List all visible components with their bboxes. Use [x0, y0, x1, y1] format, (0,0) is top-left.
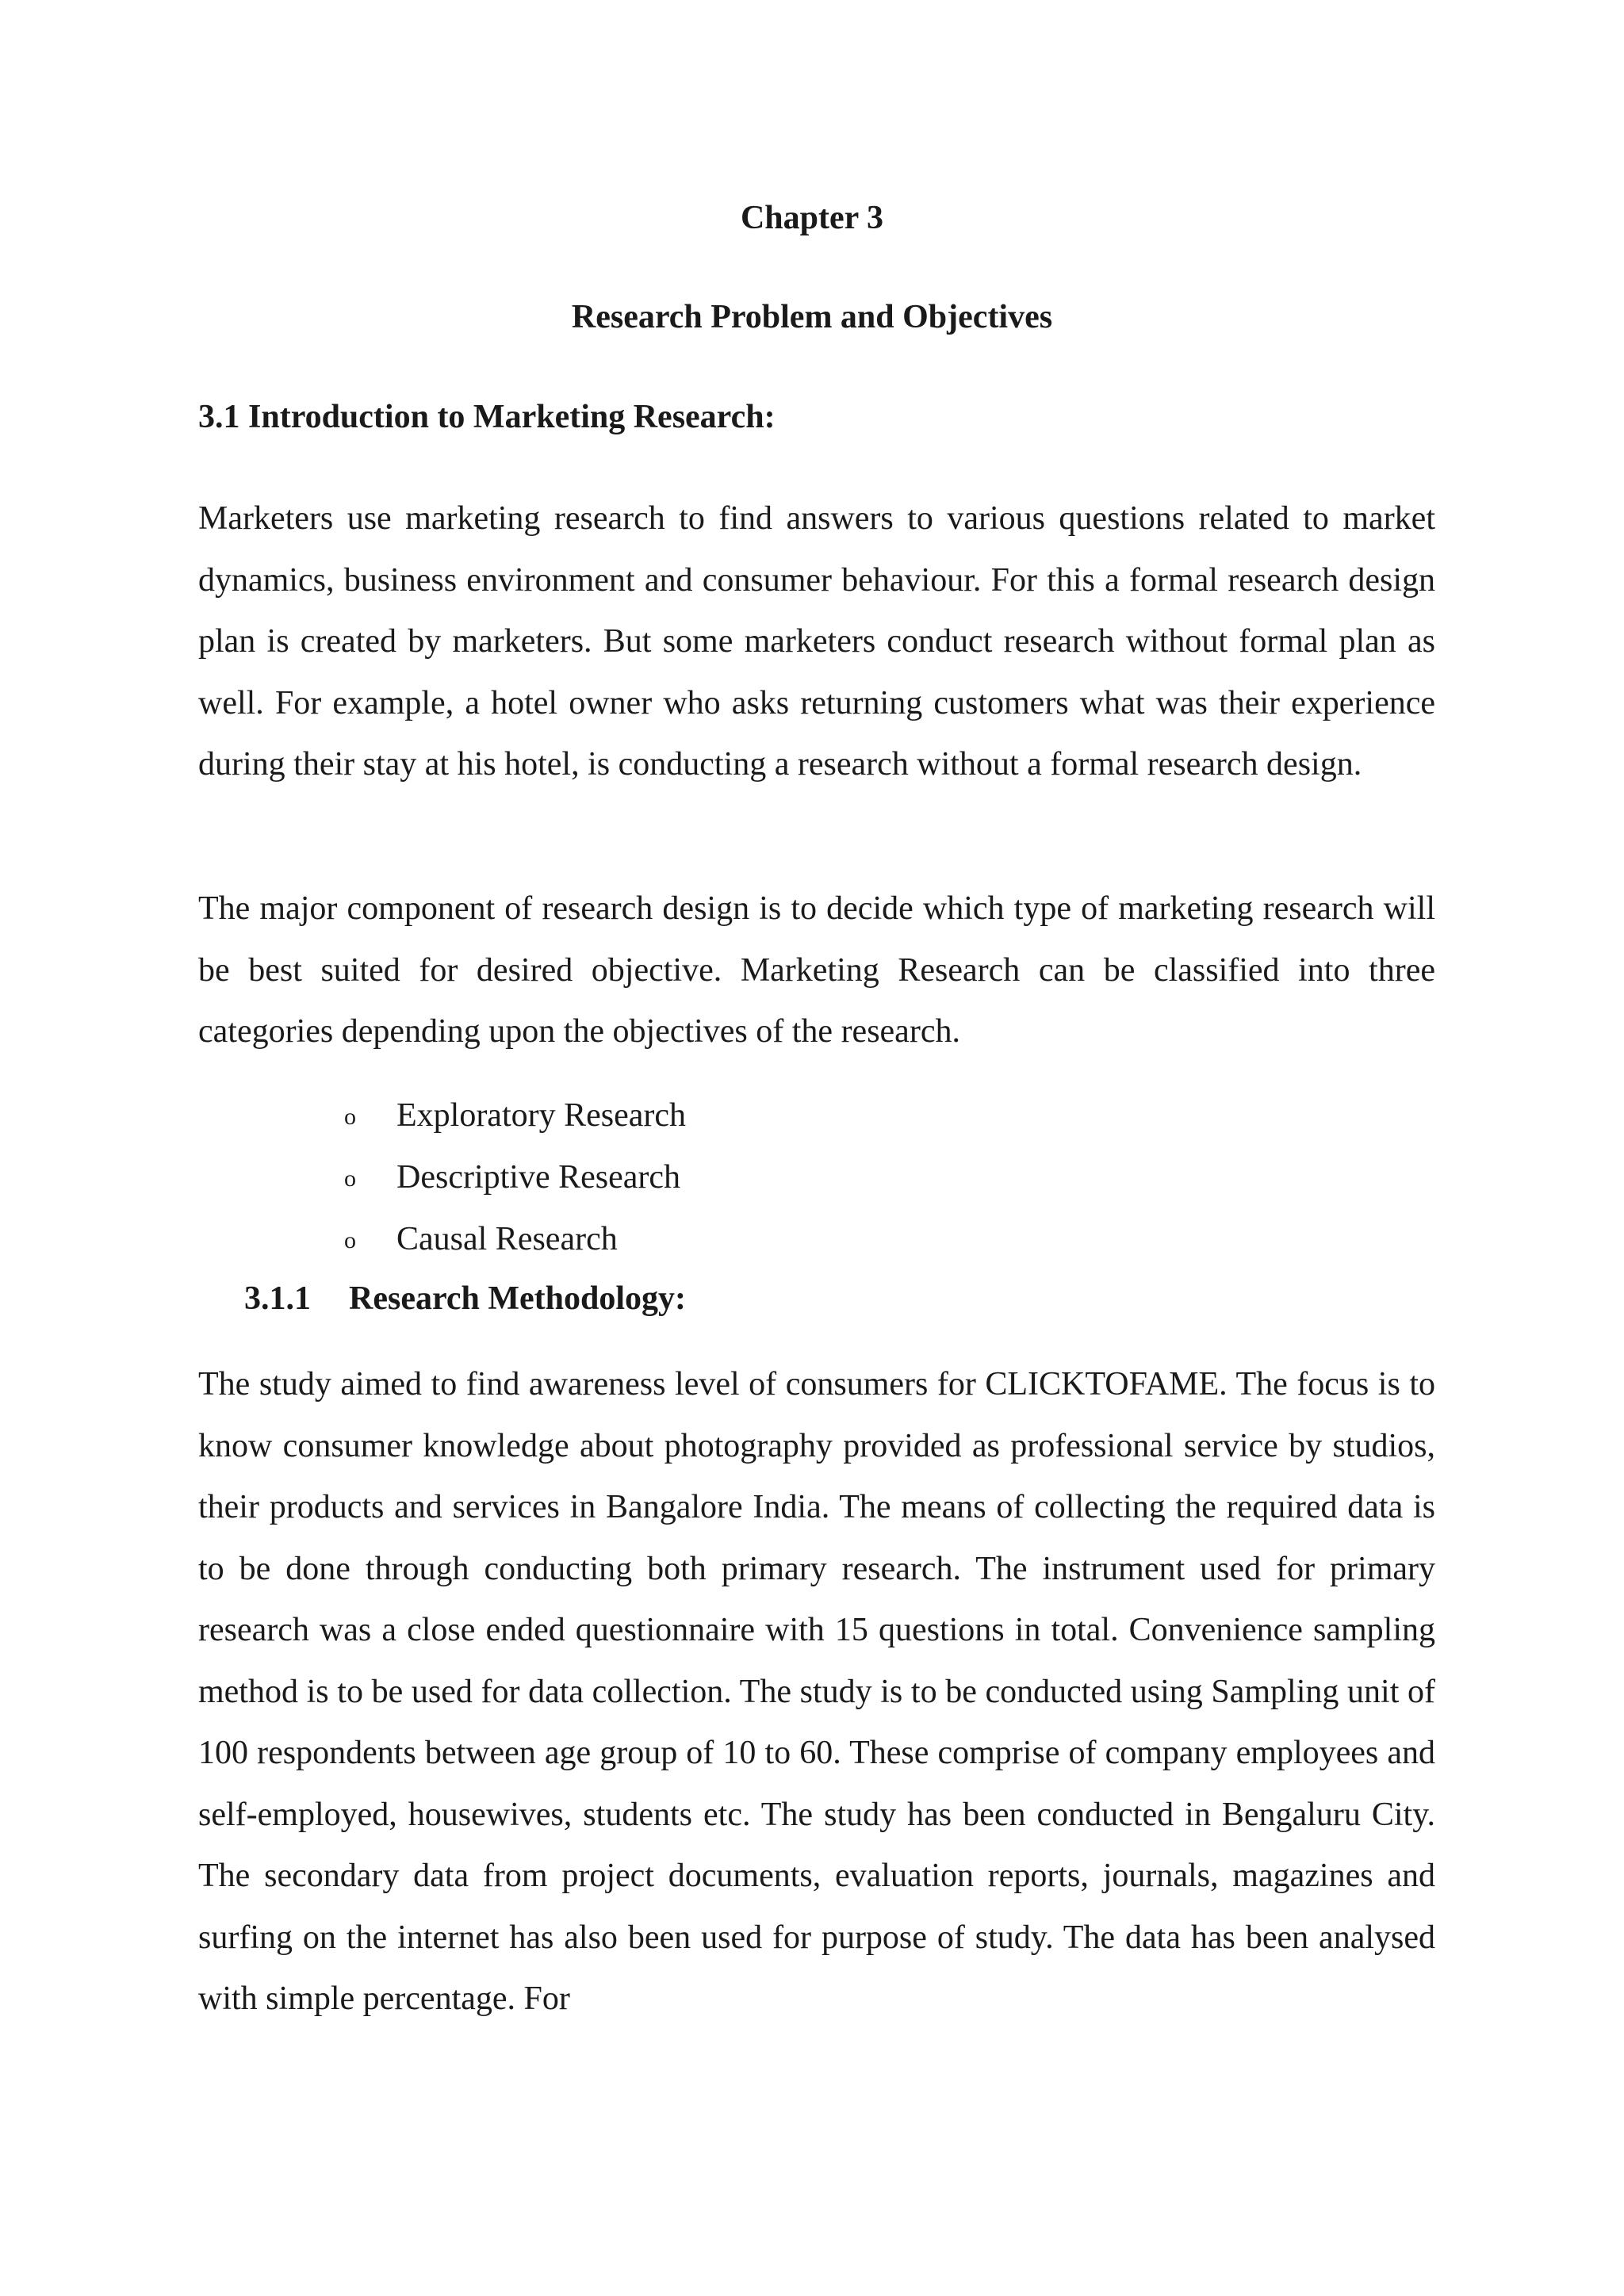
bullet-marker: o	[344, 1104, 356, 1130]
subsection-title: Research Methodology:	[349, 1280, 686, 1317]
list-item	[344, 1085, 686, 1146]
list-item-label: Causal Research	[396, 1221, 618, 1257]
list-item-label: Descriptive Research	[396, 1159, 681, 1196]
chapter-title: Chapter 3	[740, 200, 884, 236]
subsection-number: 3.1.1	[244, 1280, 311, 1317]
intro-paragraph: Marketers use marketing research to find answers to various questions related to market dynamics, business environment and consumer behaviour. For this a formal research design plan is created by marketers. But some marketers conduct research without formal plan as well. For example, a hotel owner who asks returning customers what was their experience during their stay at his hotel, is conducting a research without a formal research design.	[198, 500, 1435, 783]
chapter-subtitle: Research Problem and Objectives	[571, 299, 1053, 335]
research-types-list	[344, 1085, 686, 1270]
list-item-label: Exploratory Research	[396, 1097, 687, 1134]
subsection-heading	[244, 1275, 686, 1322]
methodology-paragraph: The study aimed to find awareness level of consumers for CLICKTOFAME. The focus is to know consumer knowledge about photography provided as professional service by studios, their products and services in Bangalore India. The means of collecting the required data is to be done through conducting both primary research. The instrument used for primary research was a close ended questionnaire with 15 questions in total. Convenience sampling method is to be used for data collection. The study is to be conducted using Sampling unit of 100 respondents between age group of 10 to 60. These comprise of company employees and self-employed, housewives, students etc. The study has been conducted in Bengaluru City. The secondary data from project documents, evaluation reports, journals, magazines and surfing on the internet has also been used for purpose of study. The data has been analysed with simple percentage. For	[198, 1366, 1435, 2017]
list-item	[344, 1146, 686, 1208]
list-item	[344, 1208, 686, 1270]
research-design-paragraph: The major component of research design is to decide which type of marketing research will be best suited for desired objective. Marketing Research can be classified into three categories depending upon the objectives of the research.	[198, 890, 1435, 1050]
section-heading: 3.1 Introduction to Marketing Research:	[198, 399, 776, 435]
bullet-marker: o	[344, 1165, 356, 1192]
bullet-marker: o	[344, 1227, 356, 1253]
